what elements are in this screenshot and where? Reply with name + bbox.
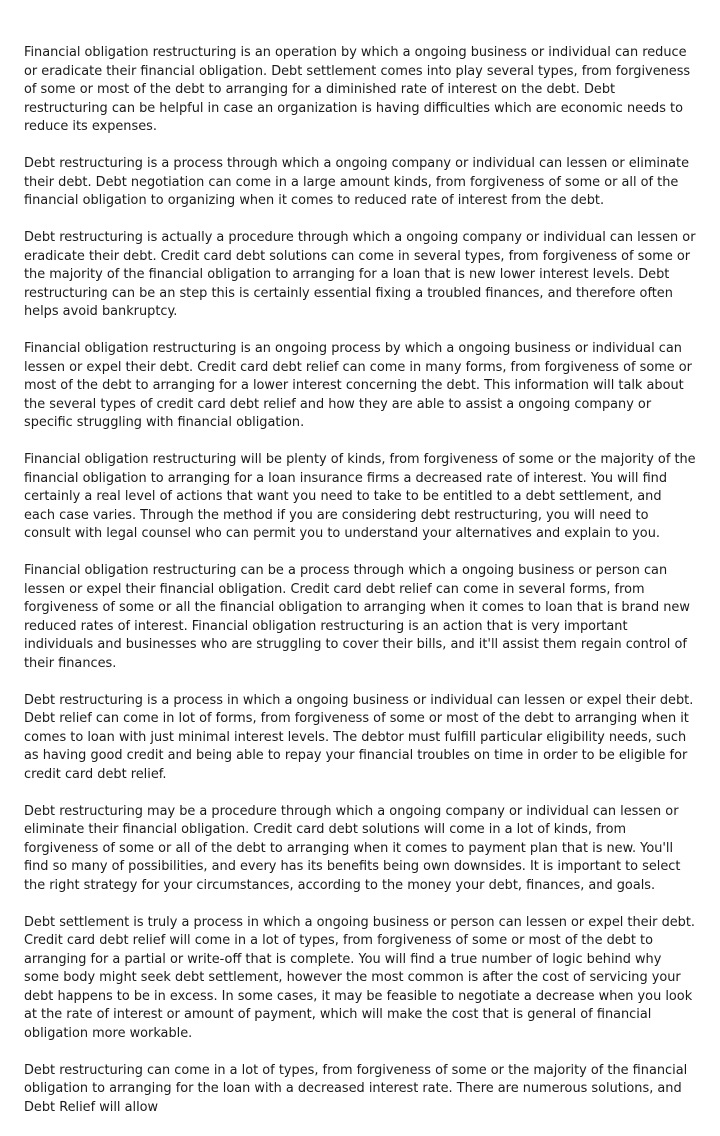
paragraph-8: Debt restructuring may be a procedure through which a ongoing company or individual can lessen or eliminate their financial obligation. Credit card debt solutions will come in a lot of kinds, from forgiveness of some or all of the debt to arranging when it comes to payment plan that is new. You'll find so many of possibilities, and every has its benefits being own downsides. It is important to select the right strategy for your circumstances, according to the money your debt, finances, and goals. [24, 803, 681, 893]
paragraph-7: Debt restructuring is a process in which a ongoing business or individual can lessen or expel their debt. Debt relief can come in lot of forms, from forgiveness of some or most of the debt to arranging when it comes to loan with just minimal interest levels. The debtor must fulfill particular eligibility needs, such as having good credit and being able to repay your financial troubles on time in order to be eligible for credit card debt relief. [24, 692, 694, 782]
paragraph-10: Debt restructuring can come in a lot of types, from forgiveness of some or the majority of the financial obligation to arranging for the loan with a decreased interest rate. There are numerous solutions, and Debt Relief will allow [24, 1062, 688, 1115]
paragraph-9: Debt settlement is truly a process in which a ongoing business or person can lessen or expel their debt. Credit card debt relief will come in a lot of types, from forgiveness of some or most of the debt to arranging for a partial or write-off that is complete. You will find a true number of logic behind why some body might seek debt settlement, however the most common is after the cost of servicing your debt happens to be in excess. In some cases, it may be feasible to negotiate a decrease when you look at the rate of interest or amount of payment, which will make the cost that is general of financial obligation more workable. [24, 914, 696, 1041]
paragraph-4: Financial obligation restructuring is an ongoing process by which a ongoing business or individual can lessen or expel their debt. Credit card debt relief can come in many forms, from forgiveness of some or most of the debt to arranging for a lower interest concerning the debt. This information will talk about the several types of credit card debt relief and how they are able to assist a ongoing company or specific struggling with financial obligation. [24, 341, 692, 430]
paragraph-6: Financial obligation restructuring can be a process through which a ongoing business or person can lessen or expel their financial obligation. Credit card debt relief can come in several forms, from forgiveness of some or all the financial obligation to arranging when it comes to loan that is brand new reduced rates of interest. Financial obligation restructuring is an action that is very important individuals and businesses who are struggling to cover their bills, and it'll assist them regain control of their finances. [24, 563, 690, 671]
paragraph-2: Debt restructuring is a process through which a ongoing company or individual can lessen or eliminate their debt. Debt negotiation can come in a large amount kinds, from forgiveness of some or all of the financial obligation to organizing when it comes to reduced rate of interest from the debt. [24, 156, 690, 208]
paragraph-5: Financial obligation restructuring will be plenty of kinds, from forgiveness of some or the majority of the financial obligation to arranging for a loan insurance firms a decreased rate of interest. You will find certainly a real level of actions that want you need to take to be entitled to a debt settlement, and each case varies. Through the method if you are considering debt restructuring, you will need to consult with legal counsel who can permit you to understand your alternatives and explain to you. [24, 452, 696, 541]
document-body [24, 44, 696, 1136]
paragraph-3: Debt restructuring is actually a procedure through which a ongoing company or individual can lessen or eradicate their debt. Credit card debt solutions can come in several types, from forgiveness of some or the majority of the financial obligation to arranging for a loan that is new lower interest levels. Debt restructuring can be an step this is certainly essential fixing a troubled finances, and therefore often helps avoid bankruptcy. [24, 230, 696, 319]
paragraph-1: Financial obligation restructuring is an operation by which a ongoing business or individual can reduce or eradicate their financial obligation. Debt settlement comes into play several types, from forgiveness of some or most of the debt to arranging for a diminished rate of interest on the debt. Debt restructuring can be helpful in case an organization is having difficulties which are economic needs to reduce its expenses. [24, 45, 691, 134]
